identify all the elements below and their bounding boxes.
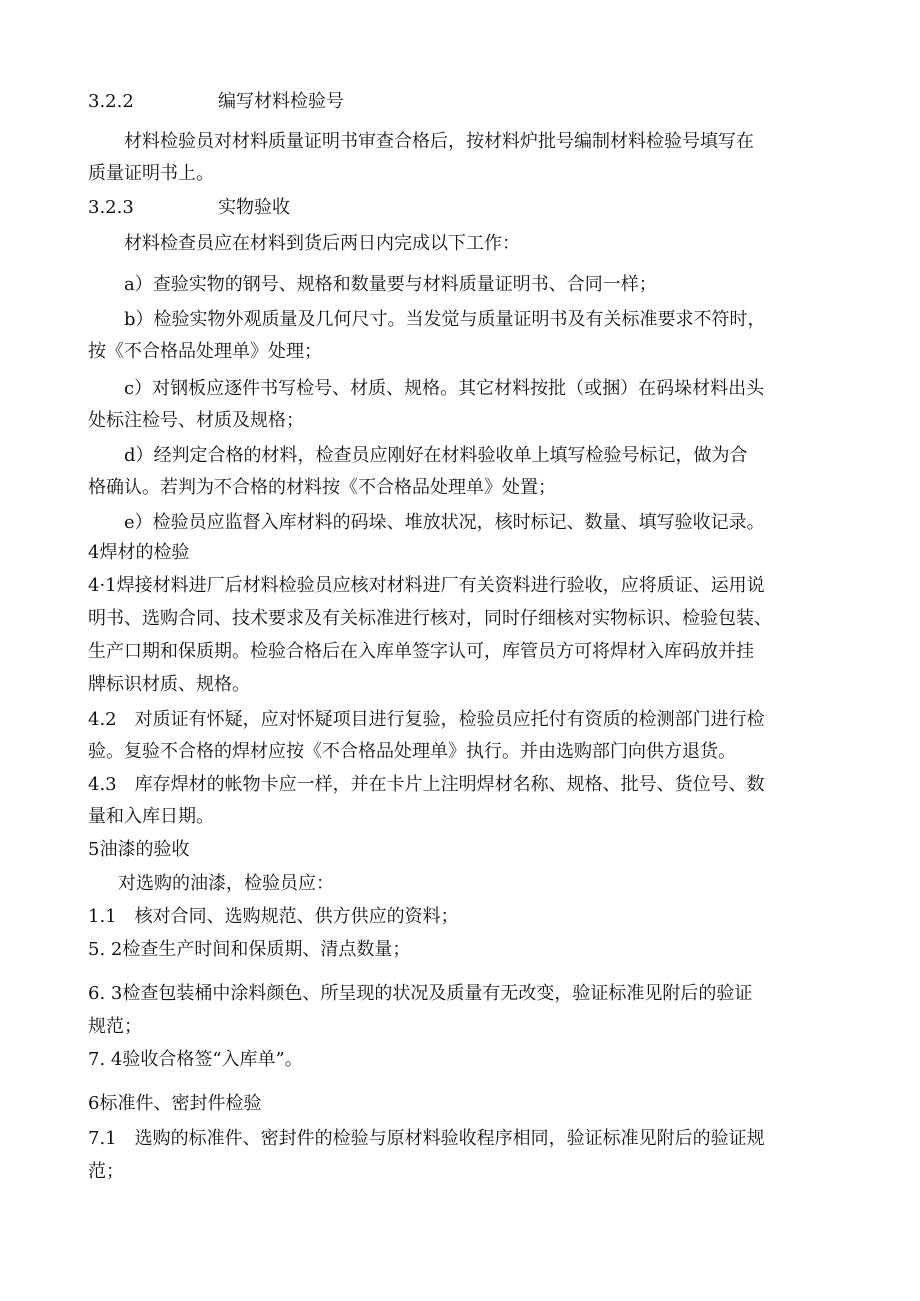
- section-heading-6: 6标准件、密封件检验: [88, 1093, 262, 1114]
- list-item-a: a）查验实物的钢号、规格和数量要与材料质量证明书、合同一样；: [124, 274, 657, 295]
- section-title: 编写材料检验号: [218, 91, 344, 112]
- paragraph-4-1-cont: 生产口期和保质期。检验合格后在入库单签字认可，库管员方可将焊材入库码放并挂: [88, 641, 754, 662]
- paragraph-4-2-cont: 验。复验不合格的焊材应按《不合格品处理单》执行。并由选购部门向供方退货。: [88, 741, 736, 762]
- paragraph-intro: 材料检查员应在材料到货后两日内完成以下工作：: [124, 233, 520, 254]
- section-heading-3-2-3: [0, 192, 920, 224]
- paragraph-line: 材料检验员对材料质量证明书审查合格后，按材料炉批号编制材料检验号填写在: [124, 131, 754, 152]
- paragraph-4-1-cont: 牌标识材质、规格。: [88, 674, 250, 695]
- list-item-d-cont: 格确认。若判为不合格的材料按《不合格品处理单》处置；: [88, 477, 556, 498]
- section-heading-3-2-2: [0, 86, 920, 118]
- section-heading-5: 5油漆的验收: [88, 839, 190, 860]
- list-item-b: b）检验实物外观质量及几何尺寸。当发觉与质量证明书及有关标准要求不符时，: [124, 309, 766, 330]
- paragraph-6-1-cont: 范；: [88, 1161, 124, 1182]
- list-item-b-cont: 按《不合格品处理单》处理；: [88, 341, 322, 362]
- list-item-c: c）对钢板应逐件书写检号、材质、规格。其它材料按批（或捆）在码垛材料出头: [124, 378, 765, 399]
- paragraph-4-3: 4.3 库存焊材的帐物卡应一样，并在卡片上注明焊材名称、规格、批号、货位号、数: [88, 774, 765, 795]
- paragraph-4-1-cont: 明书、选购合同、技术要求及有关标准进行核对，同时仔细核对实物标识、检验包装、: [88, 608, 772, 629]
- list-item-c-cont: 处标注检号、材质及规格；: [88, 410, 304, 431]
- paragraph-5-3: 6. 3检查包装桶中涂料颜色、所呈现的状况及质量有无改变，验证标准见附后的验证: [88, 983, 753, 1004]
- paragraph-5-4: 7. 4验收合格签“入库单”。: [88, 1049, 303, 1070]
- paragraph-4-2: 4.2 对质证有怀疑，应对怀疑项目进行复验，检验员应托付有资质的检测部门进行检: [88, 709, 765, 730]
- paragraph-line: 质量证明书上。: [88, 163, 214, 184]
- list-item-e: e）检验员应监督入库材料的码垛、堆放状况，核时标记、数量、填写验收记录。: [124, 512, 765, 533]
- section-number: 3.2.2: [88, 91, 134, 112]
- paragraph-6-1: 7.1 选购的标准件、密封件的检验与原材料验收程序相同，验证标准见附后的验证规: [88, 1128, 765, 1149]
- section-number: 3.2.3: [88, 197, 134, 218]
- paragraph-5-1: 1.1 核对合同、选购规范、供方供应的资料；: [88, 906, 459, 927]
- paragraph-5-2: 5. 2检查生产时间和保质期、清点数量；: [88, 939, 411, 960]
- section-heading-4: 4焊材的检验: [88, 542, 190, 563]
- list-item-d: d）经判定合格的材料，检查员应刚好在材料验收单上填写检验号标记，做为合: [124, 445, 748, 466]
- paragraph-4-3-cont: 量和入库日期。: [88, 806, 214, 827]
- section-title: 实物验收: [218, 197, 290, 218]
- paragraph-5-intro: 对选购的油漆，检验员应：: [118, 873, 334, 894]
- paragraph-4-1: 4·1焊接材料进厂后材料检验员应核对材料进厂有关资料进行验收，应将质证、运用说: [88, 575, 765, 596]
- paragraph-5-3-cont: 规范；: [88, 1016, 142, 1037]
